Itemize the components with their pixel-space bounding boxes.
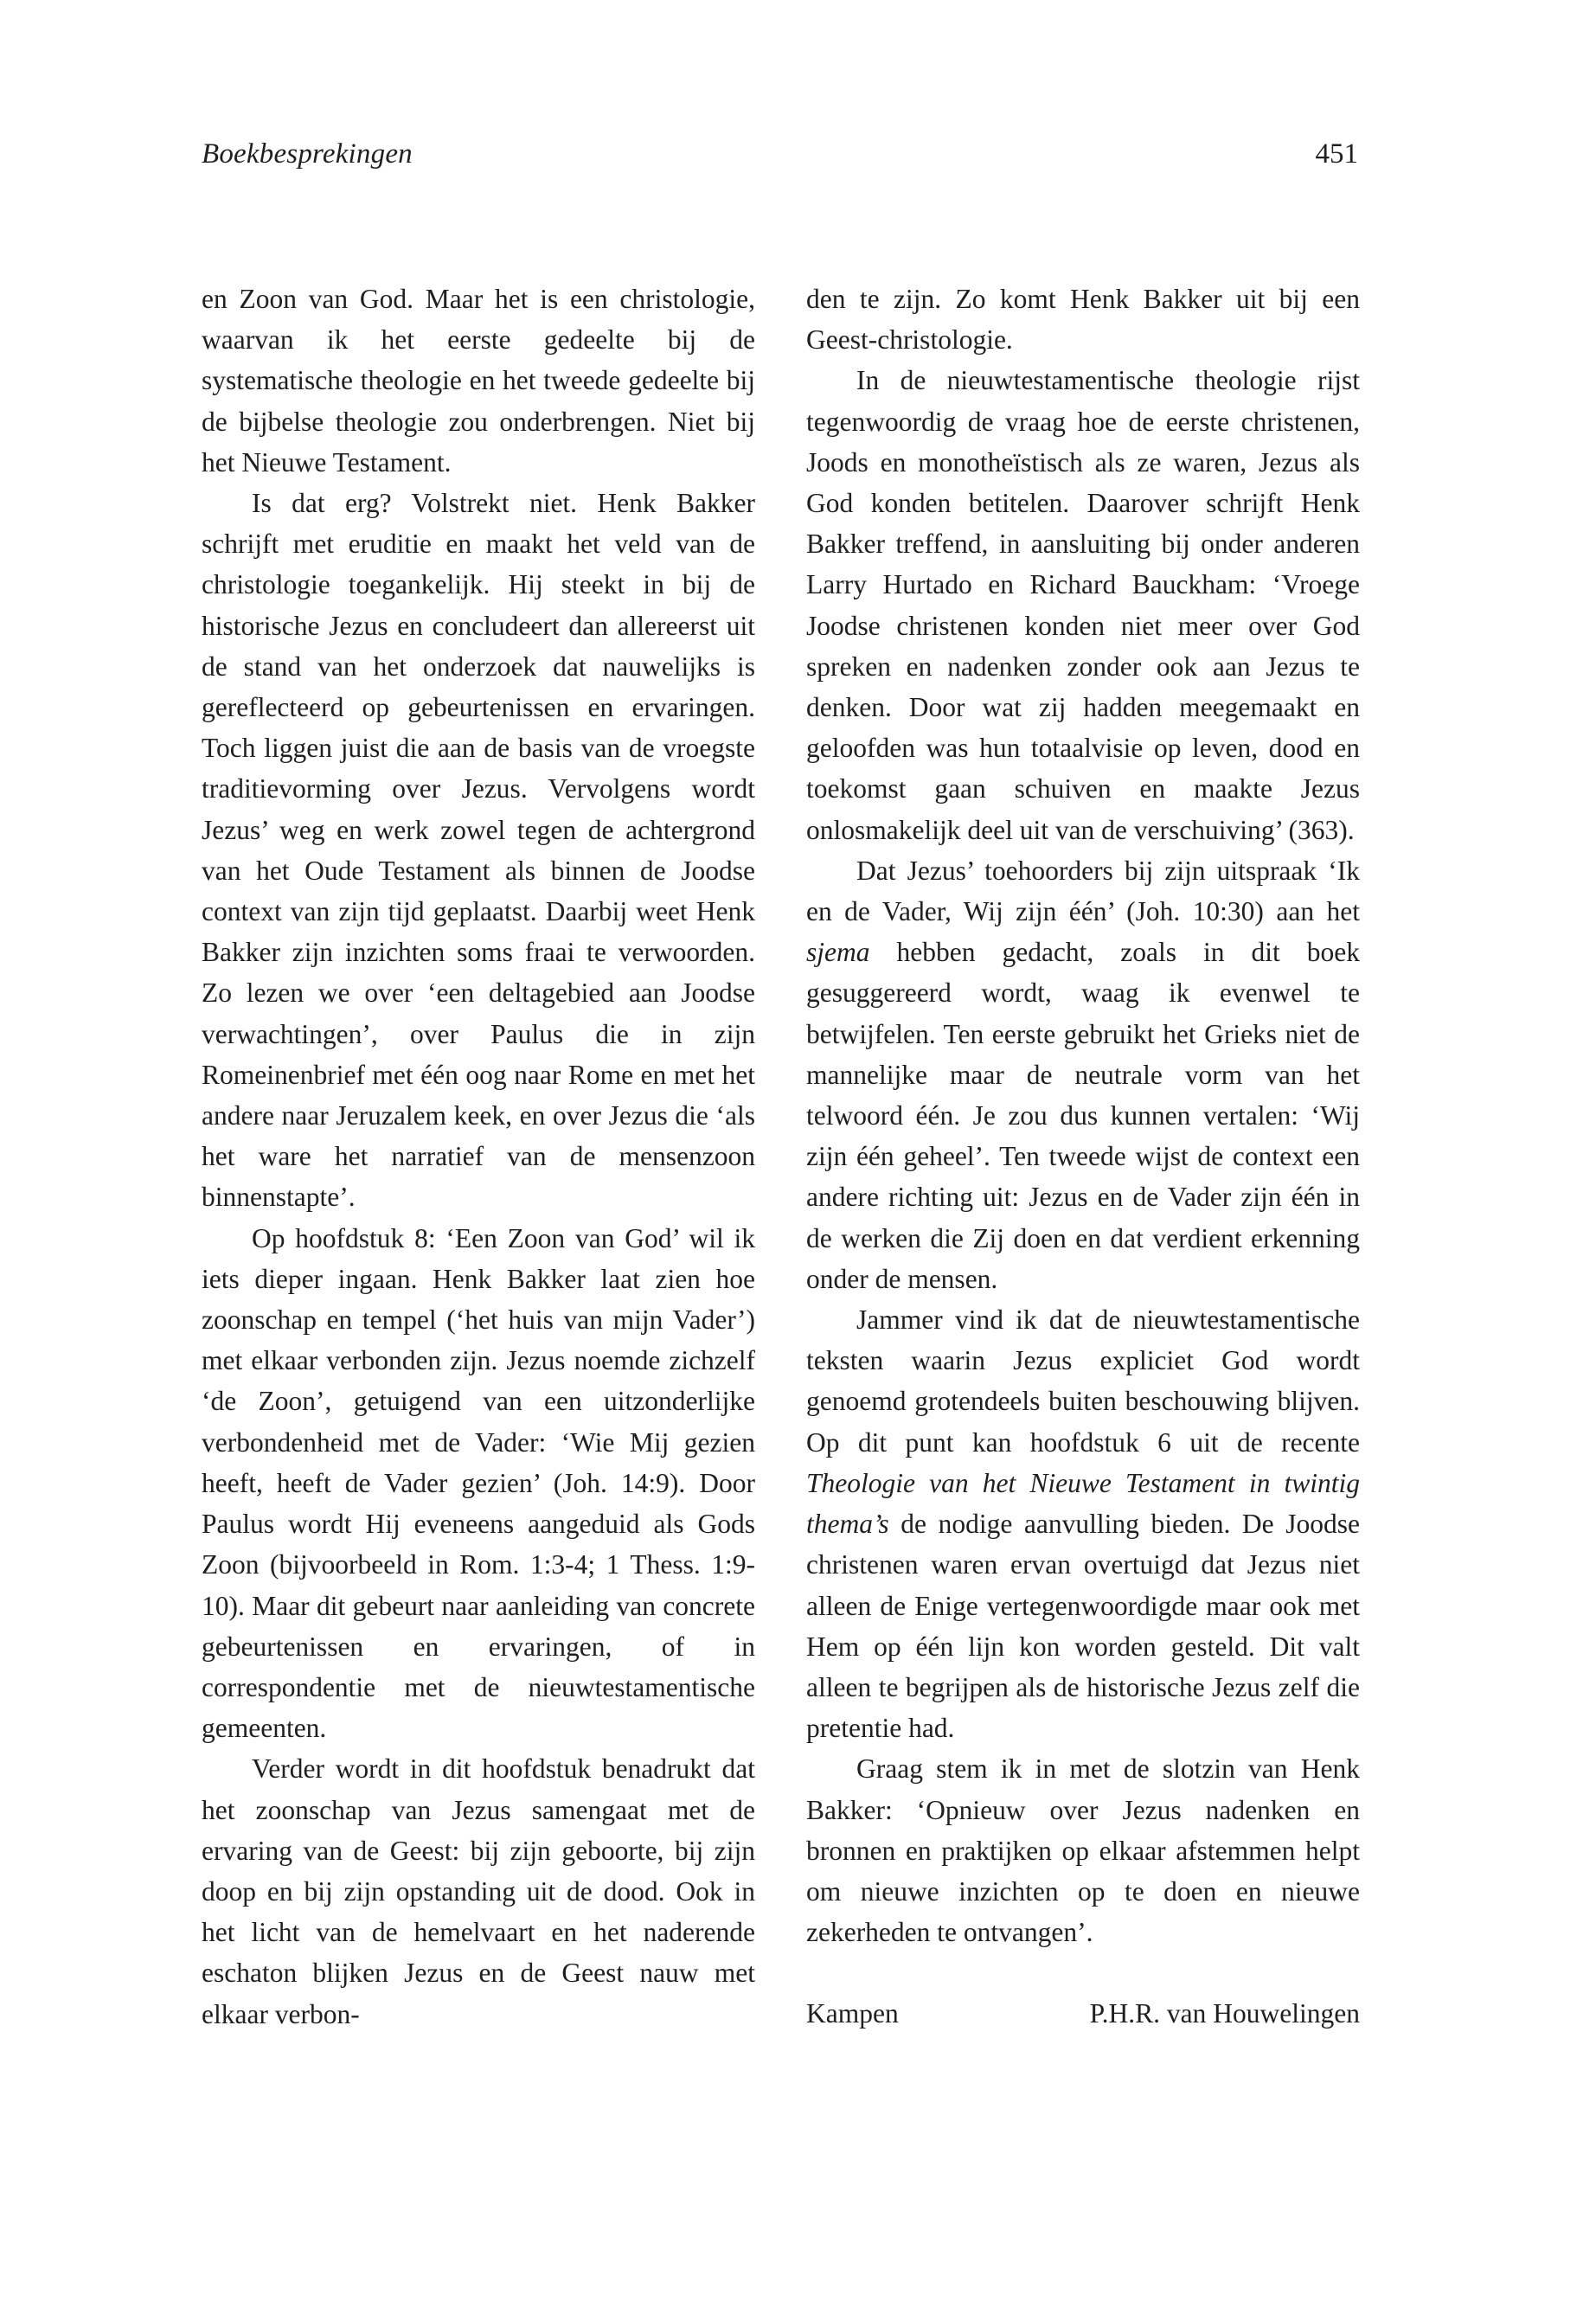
signature-place: Kampen [806, 1998, 899, 2029]
text-run: Dat Jezus’ toehoorders bij zijn uitspraak ‘Ik en de Vader, Wij zijn één’ (Joh. 10:30) aan het [806, 855, 1360, 927]
paragraph: Is dat erg? Volstrekt niet. Henk Bakker schrijft met eruditie en maakt het veld van de christologie toegankelijk. Hij steekt in bij de historische Jezus en concludeert dan allereerst uit de stand van het onderzoek dat nauwelijks is gereflecteerd op gebeurtenissen en ervaringen. Toch liggen juist die aan de basis van de vroegste traditievorming over Jezus. Vervolgens wordt Jezus’ weg en werk zowel tegen de achtergrond van het Oude Testament als binnen de Joodse context van zijn tijd geplaatst. Daarbij weet Henk Bakker zijn inzichten soms fraai te verwoorden. Zo lezen we over ‘een deltagebied aan Joodse verwachtingen’, over Paulus die in zijn Romeinenbrief met één oog naar Rome en met het andere naar Jeruzalem keek, en over Jezus die ‘als het ware het narratief van de mensenzoon binnenstapte’. [202, 488, 755, 1213]
signature-author: P.H.R. van Houwelingen [1089, 1998, 1360, 2029]
paragraph [806, 850, 1360, 1299]
book-title: Theologie van het Nieuwe Testament in twintig thema’s [806, 1467, 1360, 1540]
paragraph [806, 1299, 1360, 1748]
paragraph: en Zoon van God. Maar het is een christologie, waarvan ik het eerste gedeelte bij de systematische theologie en het tweede gedeelte bij de bijbelse theologie zou onderbrengen. Niet bij het Nieuwe Testament. [202, 284, 755, 478]
running-title: Boekbesprekingen [202, 138, 413, 170]
page-number: 451 [1315, 138, 1358, 170]
paragraph: In de nieuwtestamentische theologie rijst tegenwoordig de vraag hoe de eerste christenen, Joods en monotheïstisch als ze waren, Jezus als God konden betitelen. Daarover schrijft Henk Bakker treffend, in aansluiting bij onder anderen Larry Hurtado en Richard Bauckham: ‘Vroege Joodse christenen konden niet meer over God spreken en nadenken zonder ook aan Jezus te denken. Door wat zij hadden meegemaakt en geloofden was hun totaalvisie op leven, dood en toekomst gaan schuiven en maakte Jezus onlosmakelijk deel uit van de verschuiving’ (363). [806, 365, 1360, 845]
right-column [806, 279, 1360, 2035]
paragraph: Verder wordt in dit hoofdstuk benadrukt dat het zoonschap van Jezus samengaat met de ervaring van de Geest: bij zijn geboorte, bij zijn doop en bij zijn opstanding uit de dood. Ook in het licht van de hemelvaart en het naderende eschaton blijken Jezus en de Geest nauw met elkaar verbon- [202, 1753, 755, 2029]
text-run: Jammer vind ik dat de nieuwtestamentische teksten waarin Jezus expliciet God wordt genoemd grotendeels buiten beschouwing blijven. Op dit punt kan hoofdstuk 6 uit de recente [806, 1304, 1360, 1458]
left-column [202, 279, 755, 2035]
paragraph: den te zijn. Zo komt Henk Bakker uit bij een Geest-christologie. [806, 284, 1360, 356]
paragraph: Op hoofdstuk 8: ‘Een Zoon van God’ wil ik iets dieper ingaan. Henk Bakker laat zien hoe zoonschap en tempel (‘het huis van mijn Vader’) met elkaar verbonden zijn. Jezus noemde zichzelf ‘de Zoon’, getuigend van een uitzonderlijke verbondenheid met de Vader: ‘Wie Mij gezien heeft, heeft de Vader gezien’ (Joh. 14:9). Door Paulus wordt Hij eveneens aangeduid als Gods Zoon (bijvoorbeeld in Rom. 1:3-4; 1 Thess. 1:9-10). Maar dit gebeurt naar aanleiding van concrete gebeurtenissen en ervaringen, of in correspondentie met de nieuwtestamentische gemeenten. [202, 1222, 755, 1744]
emphasis-term: sjema [806, 937, 870, 968]
paragraph: Graag stem ik in met de slotzin van Henk Bakker: ‘Opnieuw over Jezus nadenken en bronnen en praktijken op elkaar afstemmen helpt om nieuwe inzichten op te doen en nieuwe zekerheden te ontvangen’. [806, 1753, 1360, 1948]
text-run: hebben gedacht, zoals in dit boek gesuggereerd wordt, waag ik evenwel te betwijfelen. Ten eerste gebruikt het Grieks niet de mannelijke maar de neutrale vorm van het telwoord één. Je zou dus kunnen vertalen: ‘Wij zijn één geheel’. Ten tweede wijst de context een andere richting uit: Jezus en de Vader zijn één in de werken die Zij doen en dat verdient erkenning onder de mensen. [806, 937, 1360, 1294]
signature [806, 1993, 1360, 2034]
text-run: de nodige aanvulling bieden. De Joodse christenen waren ervan overtuigd dat Jezus niet alleen de Enige vertegenwoordigde maar ook met Hem op één lijn kon worden gesteld. Dit valt alleen te begrijpen als de historische Jezus zelf die pretentie had. [806, 1509, 1360, 1744]
